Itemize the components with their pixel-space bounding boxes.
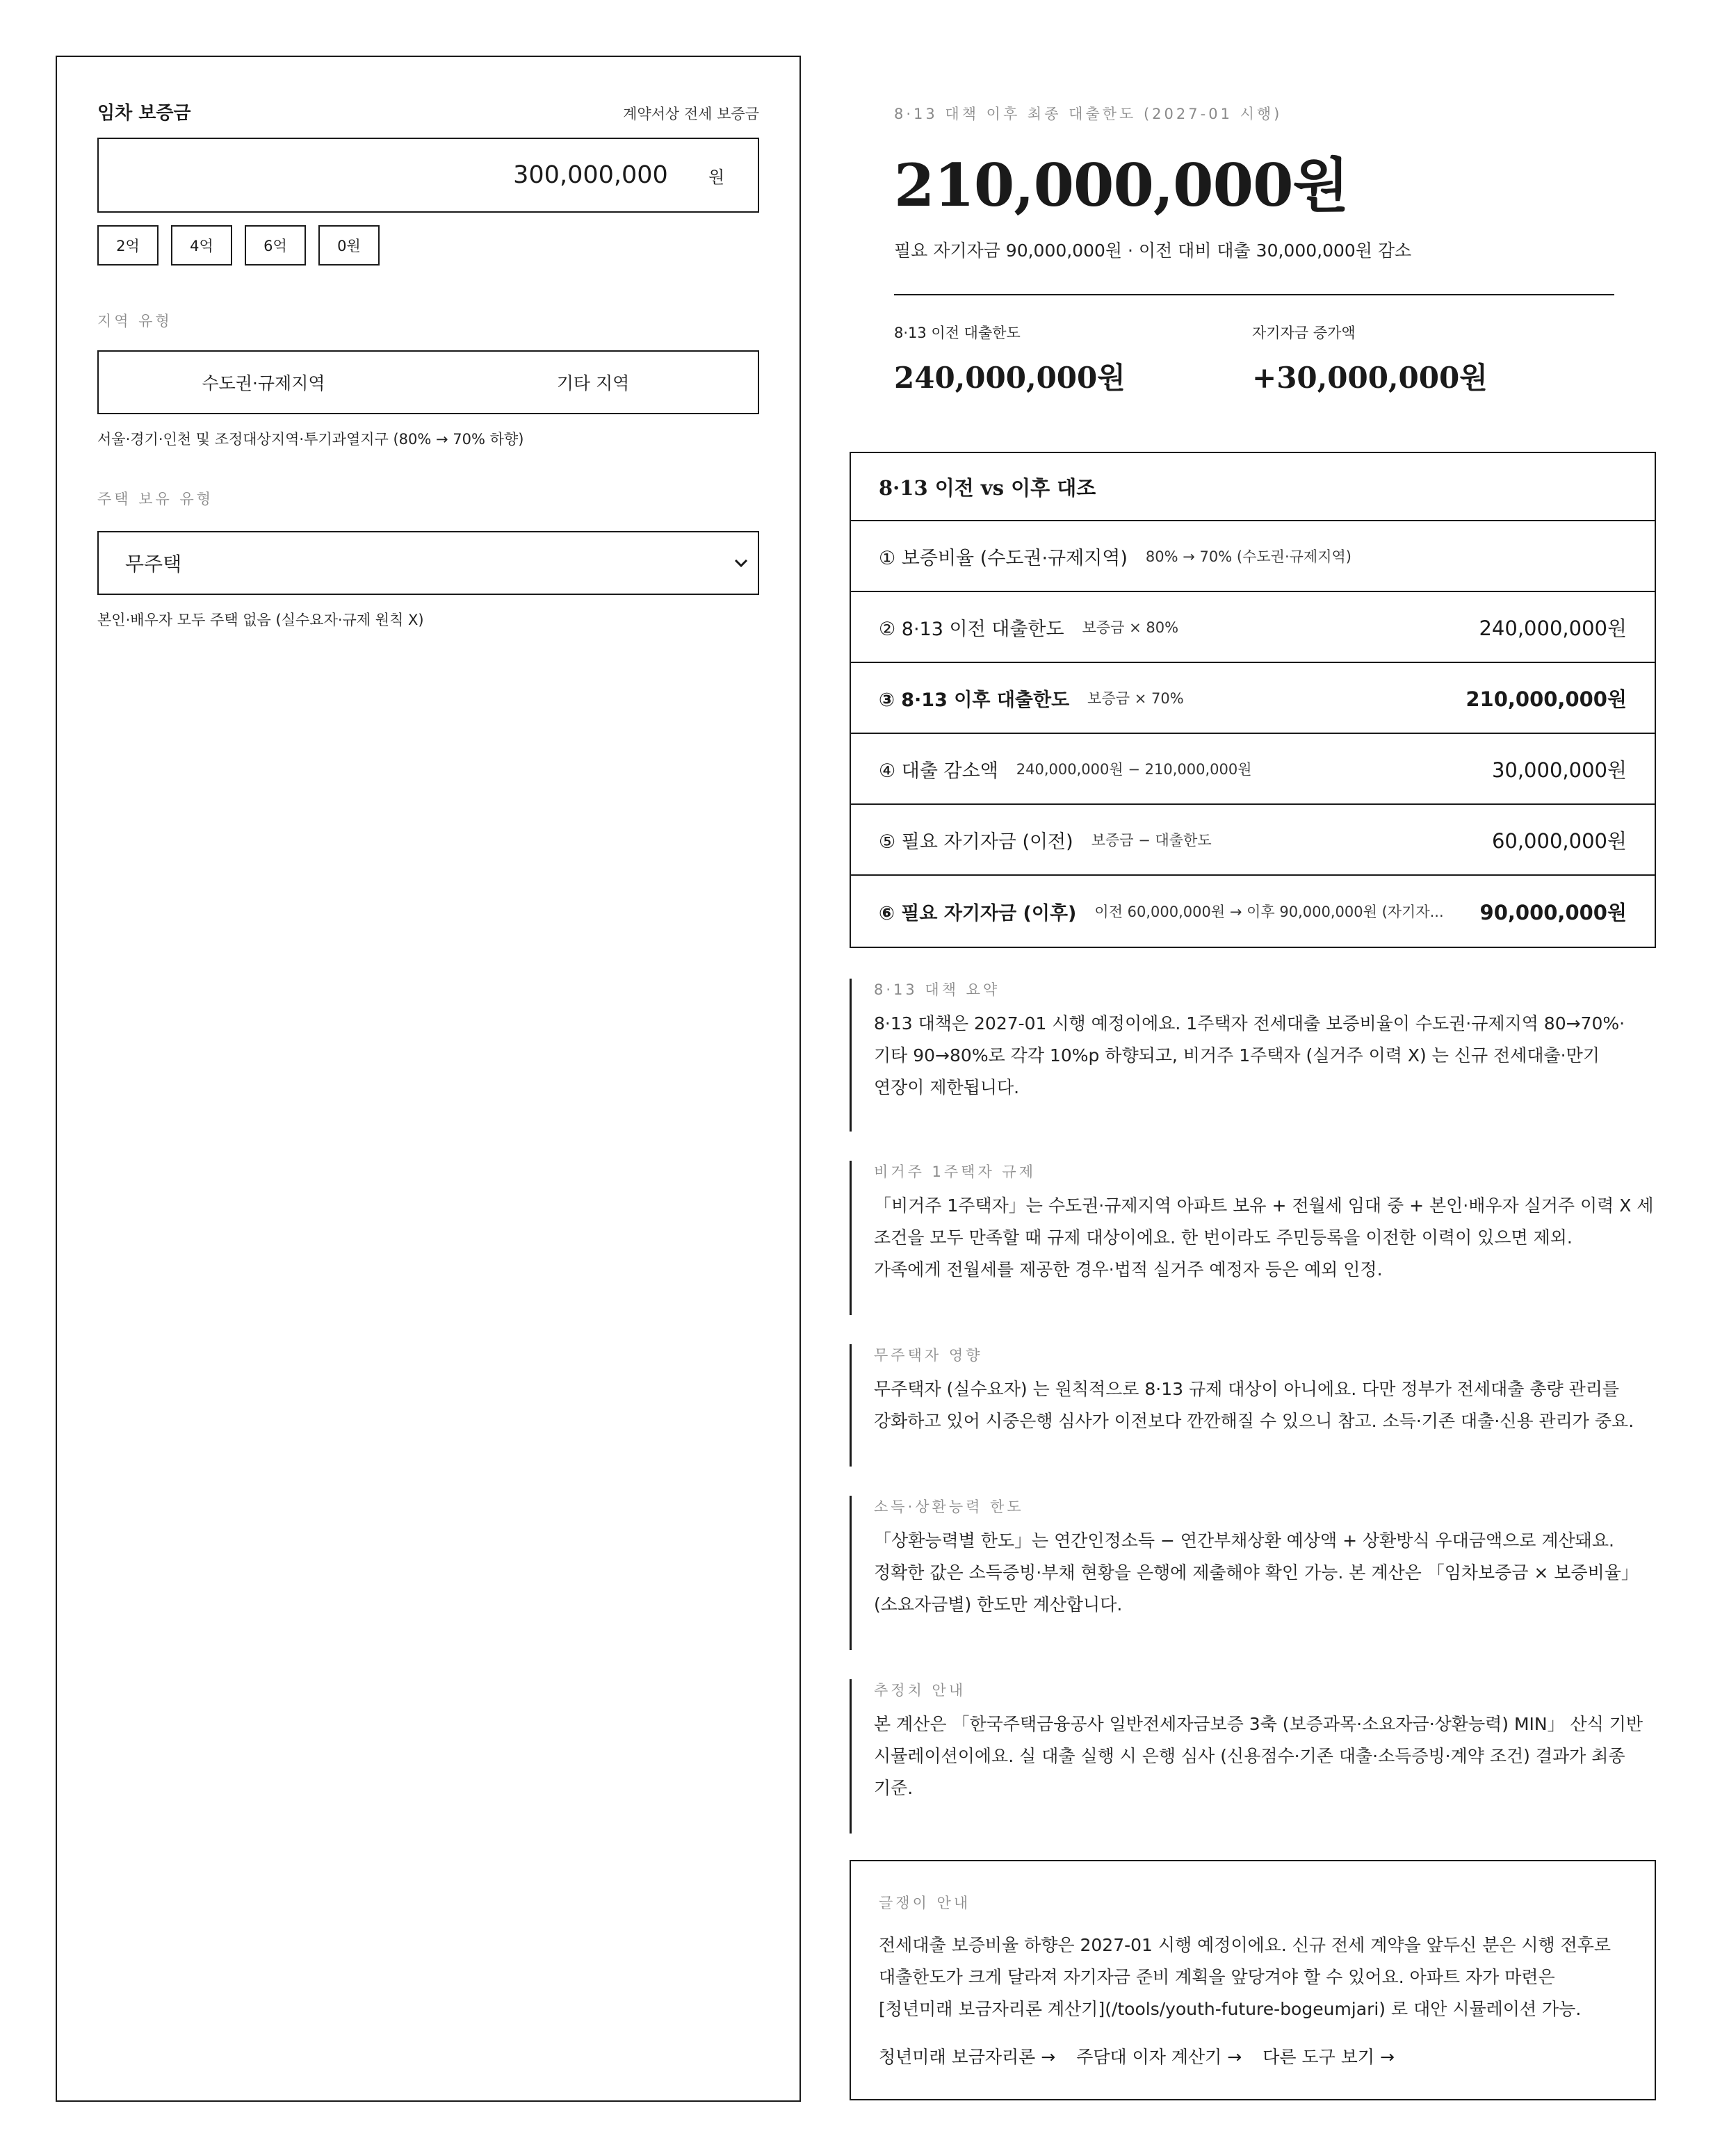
row-label: ⑥ 필요 자기자금 (이후) [879,902,1077,924]
preset-button-zero[interactable]: 0원 [318,225,380,266]
row-note: 이전 60,000,000원 → 이후 90,000,000원 (자기자... [1094,904,1444,920]
stat-own-funds-increase [1252,322,1610,397]
comparison-table [850,452,1656,948]
row-label: ④ 대출 감소액 [879,760,998,782]
note-title: 무주택자 영향 [874,1347,983,1364]
row-note: 보증금 × 80% [1082,619,1179,636]
deposit-input[interactable] [97,138,759,213]
region-label: 지역 유형 [97,313,172,329]
note-body [874,1373,1656,1437]
result-stats [894,322,1610,397]
comparison-row [851,663,1655,734]
house-type-note: 본인·배우자 모두 주택 없음 (실수요자·규제 원칙 X) [97,612,424,628]
row-label: ① 보증비율 (수도권·규제지역) [879,547,1128,569]
note-line: (소요자금별) 한도만 계산합니다. [874,1594,1123,1615]
row-note: 보증금 − 대출한도 [1091,832,1212,849]
note-non-resident-owner [850,1161,1656,1315]
region-option-capital[interactable]: 수도권·규제지역 [202,373,325,393]
link-youth-bogeumjari[interactable]: 청년미래 보금자리론 → [879,2047,1056,2067]
note-line: 강화하고 있어 시중은행 심사가 이전보다 깐깐해질 수 있으니 참고. 소득·기존 대출·신용 관리가 중요. [874,1411,1634,1431]
note-line: 「비거주 1주택자」는 수도권·규제지역 아파트 보유 + 전월세 임대 중 + 본인·배우자 실거주 이력 X 세 [874,1195,1654,1216]
row-label: ③ 8·13 이후 대출한도 [879,689,1070,711]
row-label: ② 8·13 이전 대출한도 [879,618,1064,640]
note-policy-summary [850,979,1656,1132]
deposit-label: 임차 보증금 [97,103,191,124]
row-value: 90,000,000원 [1479,900,1627,924]
preset-button-4eok[interactable]: 4억 [171,225,232,266]
row-note: 보증금 × 70% [1087,690,1184,707]
input-panel [56,56,801,2102]
note-line: 기타 90→80%로 각각 10%p 하향되고, 비거주 1주택자 (실거주 이력 X) 는 신규 전세대출·만기 [874,1045,1600,1065]
deposit-value[interactable]: 300,000,000 [513,161,668,189]
note-line: 정확한 값은 소득증빙·부채 현황을 은행에 제출해야 확인 가능. 본 계산은 「임차보증금 × 보증비율」 [874,1562,1639,1583]
guide-line: 대출한도가 크게 달라져 자기자금 준비 계획을 앞당겨야 할 수 있어요. 아파트 자가 마련은 [879,1967,1555,1987]
result-summary [894,103,1610,397]
note-line: 본 계산은 「한국주택금융공사 일반전세자금보증 3축 (보증과목·소요자금·상환능력) MIN」 산식 기반 [874,1714,1643,1734]
note-body [874,1708,1656,1804]
deposit-hint: 계약서상 전세 보증금 [623,106,759,122]
deposit-presets [97,225,759,266]
row-note: 80% → 70% (수도권·규제지역) [1145,548,1351,565]
deposit-unit: 원 [708,167,724,187]
final-loan-amount: 210,000,000원 [894,151,1349,220]
link-other-tools[interactable]: 다른 도구 보기 → [1263,2047,1395,2067]
comparison-row [851,805,1655,876]
comparison-title: 8·13 이전 vs 이후 대조 [851,453,1655,521]
result-subtext: 필요 자기자금 90,000,000원 · 이전 대비 대출 30,000,000원 감소 [894,240,1412,261]
note-title: 추정치 안내 [874,1682,966,1699]
stat-before-limit [894,322,1252,397]
row-label: ⑤ 필요 자기자금 (이전) [879,831,1073,853]
note-line: 가족에게 전월세를 제공한 경우·법적 실거주 예정자 등은 예외 인정. [874,1259,1383,1280]
note-line: 무주택자 (실수요자) 는 원칙적으로 8·13 규제 대상이 아니에요. 다만 정부가 전세대출 총량 관리를 [874,1379,1620,1399]
note-title: 비거주 1주택자 규제 [874,1163,1036,1180]
comparison-row [851,734,1655,805]
preset-button-2eok[interactable]: 2억 [97,225,159,266]
house-type-select[interactable] [97,531,759,595]
region-option-other[interactable]: 기타 지역 [556,373,630,393]
guide-body [879,1929,1627,2025]
house-type-value: 무주택 [125,553,182,575]
note-body [874,1190,1656,1286]
link-mortgage-interest-calculator[interactable]: 주담대 이자 계산기 → [1076,2047,1242,2067]
stat-before-value: 240,000,000원 [894,361,1126,395]
note-line: 시뮬레이션이에요. 실 대출 실행 시 은행 심사 (신용점수·기존 대출·소득증빙·계약 조건) 결과가 최종 [874,1746,1625,1766]
note-body [874,1525,1656,1621]
row-value: 240,000,000원 [1479,616,1627,640]
summary-divider [894,294,1614,295]
comparison-row [851,521,1655,592]
note-estimate-disclaimer [850,1679,1656,1834]
row-value: 60,000,000원 [1491,828,1627,853]
region-toggle [97,350,759,414]
row-note: 240,000,000원 − 210,000,000원 [1016,761,1252,778]
note-title: 8·13 대책 요약 [874,981,1000,998]
note-repayment-limit [850,1496,1656,1650]
note-line: 기준. [874,1778,914,1798]
stat-increase-label: 자기자금 증가액 [1252,325,1356,341]
note-homeless-impact [850,1344,1656,1467]
region-note: 서울·경기·인천 및 조정대상지역·투기과열지구 (80% → 70% 하향) [97,431,524,448]
row-value: 210,000,000원 [1466,687,1627,711]
note-line: 8·13 대책은 2027-01 시행 예정이에요. 1주택자 전세대출 보증비율이 수도권·규제지역 80→70%· [874,1013,1625,1034]
result-eyebrow: 8·13 대책 이후 최종 대출한도 (2027-01 시행) [894,106,1283,122]
comparison-row [851,876,1655,947]
guide-links [879,2043,1627,2068]
note-body [874,1008,1656,1104]
deposit-field-header [97,99,759,124]
comparison-row [851,592,1655,663]
note-title: 소득·상환능력 한도 [874,1498,1024,1515]
note-line: 연장이 제한됩니다. [874,1077,1020,1097]
guide-line: 전세대출 보증비율 하향은 2027-01 시행 예정이에요. 신규 전세 계약을 앞두신 분은 시행 전후로 [879,1935,1611,1955]
stat-before-label: 8·13 이전 대출한도 [894,325,1021,341]
writer-guide [850,1860,1656,2100]
chevron-down-icon [731,553,751,573]
house-type-label: 주택 보유 유형 [97,491,214,507]
note-line: 「상환능력별 한도」는 연간인정소득 − 연간부채상환 예상액 + 상환방식 우대금액으로 계산돼요. [874,1530,1614,1551]
guide-line: [청년미래 보금자리론 계산기](/tools/youth-future-bogeumjari) 로 대안 시뮬레이션 가능. [879,1999,1582,2019]
row-value: 30,000,000원 [1491,758,1627,782]
preset-button-6eok[interactable]: 6억 [245,225,306,266]
guide-title: 글쟁이 안내 [879,1895,971,1911]
stat-increase-value: +30,000,000원 [1252,361,1488,395]
note-line: 조건을 모두 만족할 때 규제 대상이에요. 한 번이라도 주민등록을 이전한 이력이 있으면 제외. [874,1227,1573,1248]
